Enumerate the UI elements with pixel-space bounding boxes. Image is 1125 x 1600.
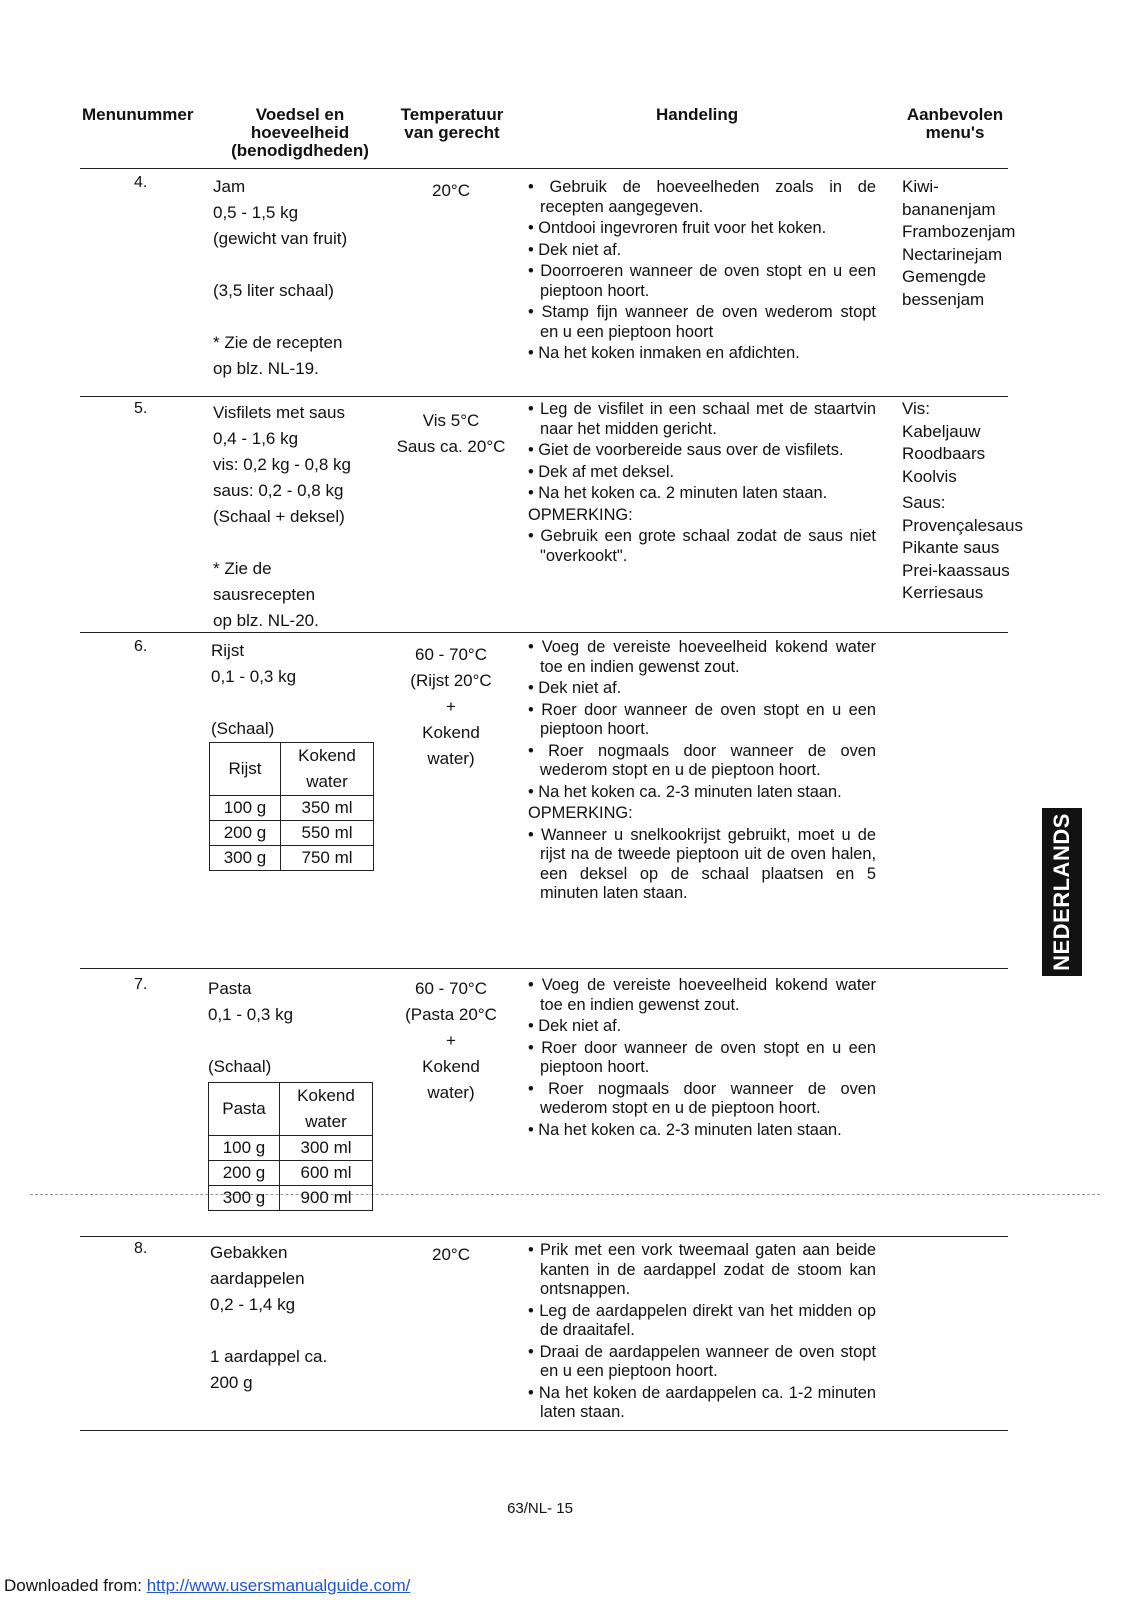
menu-item: Koolvis [902, 466, 957, 486]
menu-item: Frambozenjam [902, 222, 1016, 241]
water-table [209, 742, 374, 871]
table-cell: 900 ml [280, 1186, 373, 1211]
row-rule [80, 396, 1008, 397]
food-line: * Zie de recepten [213, 333, 343, 352]
food-line: (Schaal) [208, 1057, 272, 1076]
temperature-line: + [446, 1031, 456, 1050]
temperature-line: + [446, 697, 456, 716]
row-rule [80, 1430, 1008, 1431]
temperature-line: water) [427, 1083, 475, 1102]
action-item: • Dek niet af. [528, 1017, 622, 1035]
action-item: • Giet de voorbereide saus over de visfilets. [528, 441, 844, 459]
action-item: • Na het koken ca. 2-3 minuten laten staan. [528, 1120, 842, 1139]
food-line [213, 304, 347, 330]
food-line [208, 1028, 293, 1054]
food-line: 0,2 - 1,4 kg [210, 1295, 296, 1314]
menu-item: Vis: [902, 399, 931, 418]
food-quantity [213, 174, 347, 382]
food-quantity [208, 976, 293, 1080]
menu-number: 5. [134, 400, 148, 417]
header-line: Temperatuur [400, 105, 504, 124]
action-item: • Na het koken ca. 2-3 minuten laten staan. [528, 782, 842, 801]
menu-item: bananenjam [902, 199, 996, 219]
dish-temperature [386, 178, 516, 204]
table-cell: 300 ml [280, 1136, 373, 1161]
table-cell: 200 g [209, 1161, 280, 1186]
food-line: 1 aardappel ca. [210, 1347, 328, 1366]
action-item: • Wanneer u snelkookrijst gebruikt, moet u de rijst na de tweede pieptoon uit de oven halen, een deksel op de schaal plaatsen en 5 minuten laten staan. [528, 825, 876, 902]
header-handeling: Handeling [656, 105, 739, 124]
table-row [209, 1161, 373, 1186]
action-item: • Voeg de vereiste hoeveelheid kokend water toe en indien gewenst zout. [528, 976, 876, 1014]
table-cell: 200 g [210, 821, 281, 846]
header-line: hoeveelheid [250, 123, 350, 142]
food-quantity [210, 1240, 327, 1396]
action-item: • Voeg de vereiste hoeveelheid kokend water toe en indien gewenst zout. [528, 638, 876, 676]
table-row [209, 1136, 373, 1161]
action-item: • Dek niet af. [528, 679, 622, 697]
download-link[interactable]: http://www.usersmanualguide.com/ [146, 1576, 411, 1595]
actions [528, 178, 876, 366]
temperature-line: water) [427, 749, 475, 768]
action-item: • Leg de aardappelen direkt van het midden op de draaitafel. [528, 1301, 876, 1339]
header-line: Voedsel en [255, 105, 345, 124]
food-line: Rijst [211, 641, 245, 660]
action-item: • Dek niet af. [528, 240, 622, 259]
action-item: OPMERKING: [528, 804, 633, 822]
menu-item: bessenjam [902, 289, 985, 309]
action-item: • Dek af met deksel. [528, 462, 675, 481]
table-row [209, 1186, 373, 1211]
food-line: (Schaal) [211, 719, 275, 738]
temperature-line: (Rijst 20°C [410, 671, 492, 690]
food-line: 200 g [210, 1373, 253, 1392]
header-line: menu's [925, 123, 985, 142]
food-line: op blz. NL-19. [213, 359, 319, 378]
temperature-line: Saus ca. 20°C [396, 437, 506, 456]
food-quantity [213, 400, 351, 634]
actions [528, 1241, 876, 1425]
action-item: • Na het koken de aardappelen ca. 1-2 minuten laten staan. [528, 1383, 876, 1421]
recommended-menus [902, 176, 1015, 311]
action-item: • Ontdooi ingevroren fruit voor het koken. [528, 219, 827, 237]
food-line [213, 252, 347, 278]
action-item: • Roer nogmaals door wanneer de oven wederom stopt en u de pieptoon hoort. [528, 741, 876, 779]
table-row [210, 846, 374, 871]
temperature-line: 60 - 70°C [414, 645, 487, 664]
food-line: op blz. NL-20. [213, 611, 319, 630]
menu-item: Pikante saus [902, 538, 1000, 557]
header-temperatuur [388, 106, 516, 142]
food-line: 0,4 - 1,6 kg [213, 429, 299, 448]
dish-temperature [386, 642, 516, 772]
action-item: OPMERKING: [528, 505, 633, 524]
water-table-header: Kokend water [280, 1083, 373, 1136]
water-table-header: Pasta [209, 1083, 280, 1136]
menu-number: 7. [134, 976, 148, 993]
action-item: • Gebruik een grote schaal zodat de saus niet "overkookt". [528, 527, 876, 565]
fold-line [30, 1194, 1100, 1195]
temperature-line: 60 - 70°C [414, 979, 487, 998]
menu-item: Kerriesaus [902, 583, 984, 602]
food-line: Jam [213, 177, 246, 196]
food-line: 0,1 - 0,3 kg [211, 667, 297, 686]
row-rule [80, 1236, 1008, 1237]
menu-item: Roodbaars [902, 444, 986, 463]
menu-item: Kabeljauw [902, 421, 981, 441]
header-line: van gerecht [404, 123, 500, 142]
food-line: aardappelen [210, 1269, 305, 1288]
actions [528, 976, 876, 1142]
action-item: • Roer door wanneer de oven stopt en u een pieptoon hoort. [528, 700, 876, 738]
table-cell: 300 g [210, 846, 281, 871]
food-line: (3,5 liter schaal) [213, 281, 334, 300]
food-line: * Zie de [213, 559, 272, 578]
action-item: • Doorroeren wanneer de oven stopt en u een pieptoon hoort. [528, 262, 876, 300]
header-rule [80, 168, 1008, 169]
table-cell: 550 ml [281, 821, 374, 846]
action-item: • Stamp fijn wanneer de oven wederom stopt en u een pieptoon hoort [528, 303, 876, 341]
table-cell: 600 ml [280, 1161, 373, 1186]
water-table-header: Kokend water [281, 743, 374, 796]
temperature-line: Vis 5°C [422, 411, 480, 430]
food-line: (gewicht van fruit) [213, 229, 348, 248]
food-line: Pasta [208, 979, 252, 998]
food-line: 0,5 - 1,5 kg [213, 203, 299, 222]
menu-number: 4. [134, 174, 148, 191]
food-quantity [211, 638, 296, 742]
menu-number: 8. [134, 1240, 148, 1257]
food-line: Gebakken [210, 1243, 288, 1262]
action-item: • Leg de visfilet in een schaal met de staartvin naar het midden gericht. [528, 400, 876, 438]
food-line [213, 530, 351, 556]
action-item: • Na het koken inmaken en afdichten. [528, 344, 800, 362]
page-number: 63/NL- 15 [507, 1500, 573, 1517]
header-menunummer: Menunummer [82, 105, 194, 124]
actions [528, 400, 876, 568]
action-item: • Draai de aardappelen wanneer de oven stopt en u een pieptoon hoort. [528, 1342, 876, 1380]
action-item: • Na het koken ca. 2 minuten laten staan. [528, 484, 828, 502]
dish-temperature [386, 976, 516, 1106]
temperature-line: 20°C [432, 1245, 470, 1264]
food-line [210, 1318, 327, 1344]
food-line: saus: 0,2 - 0,8 kg [213, 481, 344, 500]
download-note [4, 1576, 410, 1596]
table-cell: 350 ml [281, 796, 374, 821]
download-label: Downloaded from: [4, 1576, 142, 1595]
menu-item: Saus: [902, 493, 946, 512]
menu-number: 6. [134, 638, 148, 655]
menu-item: Gemengde [902, 267, 987, 286]
table-cell: 750 ml [281, 846, 374, 871]
header-line: Aanbevolen [906, 105, 1004, 124]
food-line [211, 690, 296, 716]
temperature-line: Kokend [422, 1057, 480, 1076]
table-cell: 300 g [209, 1186, 280, 1211]
temperature-line: 20°C [432, 181, 470, 200]
water-table-header: Rijst [210, 743, 281, 796]
table-cell: 100 g [210, 796, 281, 821]
header-line: (benodigdheden) [231, 141, 369, 160]
menu-item: Kiwi- [902, 177, 939, 196]
dish-temperature [386, 1242, 516, 1268]
action-item: • Gebruik de hoeveelheden zoals in de recepten aangegeven. [528, 178, 876, 216]
table-cell: 100 g [209, 1136, 280, 1161]
food-line: 0,1 - 0,3 kg [208, 1005, 294, 1024]
action-item: • Prik met een vork tweemaal gaten aan beide kanten in de aardappel zodat de stoom kan ontsnappen. [528, 1241, 876, 1298]
row-rule [80, 968, 1008, 969]
table-row [210, 821, 374, 846]
action-item: • Roer door wanneer de oven stopt en u een pieptoon hoort. [528, 1038, 876, 1076]
food-line: sausrecepten [213, 585, 316, 604]
actions [528, 638, 876, 906]
header-voedsel [218, 106, 382, 160]
menu-item: Nectarinejam [902, 244, 1003, 264]
food-line: (Schaal + deksel) [213, 507, 345, 526]
table-row [210, 796, 374, 821]
action-item: • Roer nogmaals door wanneer de oven wederom stopt en u de pieptoon hoort. [528, 1079, 876, 1117]
food-line: Visfilets met saus [213, 403, 345, 422]
header-aanbevolen [895, 106, 1015, 142]
water-table [208, 1082, 373, 1211]
temperature-line: (Pasta 20°C [405, 1005, 497, 1024]
language-tab: NEDERLANDS [1042, 808, 1082, 976]
recommended-menus [902, 398, 1023, 605]
dish-temperature [386, 408, 516, 460]
temperature-line: Kokend [422, 723, 480, 742]
food-line: vis: 0,2 kg - 0,8 kg [213, 455, 351, 474]
menu-item: Provençalesaus [902, 515, 1023, 535]
menu-item: Prei-kaassaus [902, 560, 1010, 580]
